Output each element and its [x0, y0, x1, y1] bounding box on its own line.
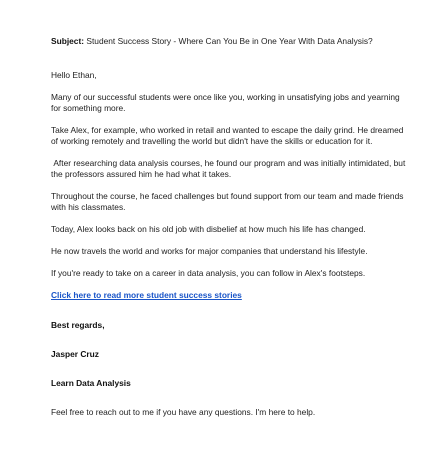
organization-name: Learn Data Analysis	[51, 378, 131, 388]
subject-label: Subject:	[51, 36, 85, 46]
success-stories-link[interactable]: Click here to read more student success stories	[51, 290, 242, 300]
paragraph-research: After researching data analysis courses, he found our program and was initially intimidated, but the professors assured him he had what it takes.	[51, 158, 408, 179]
subject-line	[51, 36, 407, 47]
link-paragraph	[51, 290, 407, 301]
paragraph-course: Throughout the course, he faced challenges but found support from our team and made friends with his classmates.	[51, 191, 404, 212]
paragraph-today: Today, Alex looks back on his old job with disbelief at how much his life has changed.	[51, 224, 366, 234]
paragraph-alex-background: Take Alex, for example, who worked in retail and wanted to escape the daily grind. He dreamed of working remotely and travelling the world but didn't have the skills or education for it.	[51, 125, 404, 146]
sender-name: Jasper Cruz	[51, 349, 99, 359]
paragraph-call-to-action: If you're ready to take on a career in data analysis, you can follow in Alex's footsteps.	[51, 268, 366, 278]
subject-text: Student Success Story - Where Can You Be in One Year With Data Analysis?	[86, 36, 373, 46]
greeting: Hello Ethan,	[51, 70, 97, 80]
paragraph-intro: Many of our successful students were once like you, working in unsatisfying jobs and yearning for something more.	[51, 92, 400, 113]
postscript: Feel free to reach out to me if you have any questions. I'm here to help.	[51, 407, 316, 417]
email-body	[51, 36, 407, 418]
closing: Best regards,	[51, 320, 105, 330]
paragraph-travel: He now travels the world and works for major companies that understand his lifestyle.	[51, 246, 368, 256]
